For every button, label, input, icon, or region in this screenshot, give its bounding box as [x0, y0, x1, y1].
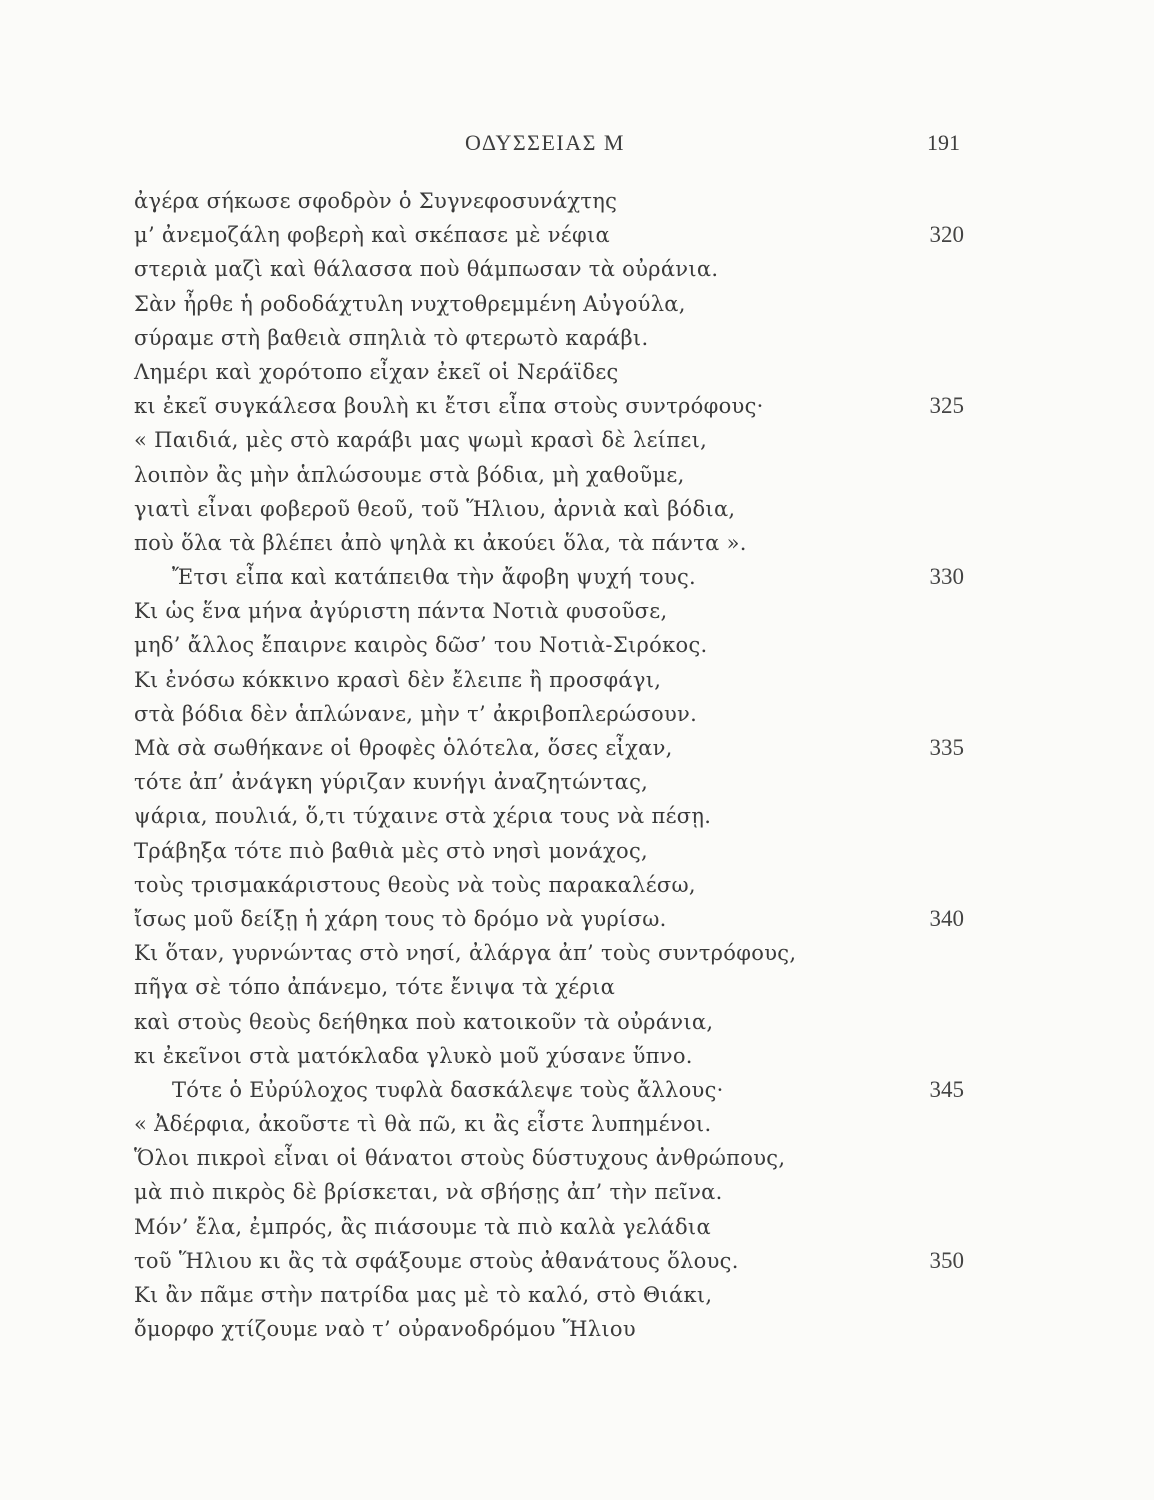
verse-line [134, 1210, 964, 1244]
verse-text: ἀγέρα σήκωσε σφοδρὸν ὁ Συγνεφοσυνάχτης [134, 189, 618, 213]
verse-text: στεριὰ μαζὶ καὶ θάλασσα ποὺ θάμπωσαν τὰ οὐράνια. [134, 257, 719, 282]
verse-text: τοὺς τρισμακάριστους θεοὺς νὰ τοὺς παρακαλέσω, [134, 872, 696, 897]
verse-line [134, 423, 964, 457]
verse-line [134, 1073, 964, 1107]
verse-line [134, 1312, 964, 1346]
verse-line [134, 868, 964, 902]
line-number: 345 [929, 1076, 964, 1102]
verse-line [134, 902, 964, 936]
verse-text: ὄμορφο χτίζουμε ναὸ τ’ οὐρανοδρόμου Ἥλιου [134, 1317, 636, 1342]
verse-line [134, 184, 964, 218]
verse-line [134, 1278, 964, 1312]
verse-text: κι ἐκεῖνοι στὰ ματόκλαδα γλυκὸ μοῦ χύσανε ὕπνο. [134, 1043, 693, 1068]
verse-text: πῆγα σὲ τόπο ἀπάνεμο, τότε ἔνιψα τὰ χέρια [134, 975, 616, 1000]
verse-text: τότε ἀπ’ ἀνάγκη γύριζαν κυνήγι ἀναζητώντας, [134, 770, 649, 795]
verse-text: Μόν’ ἔλα, ἐμπρός, ἂς πιάσουμε τὰ πιὸ καλὰ γελάδια [134, 1214, 711, 1239]
verse-text: στὰ βόδια δὲν ἁπλώνανε, μὴν τ’ ἀκριβοπλερώσουν. [134, 701, 698, 726]
verse-block [134, 184, 964, 1346]
verse-line [134, 252, 964, 286]
verse-line [134, 218, 964, 252]
verse-text: Κι ἐνόσω κόκκινο κρασὶ δὲν ἔλειπε ἢ προσφάγι, [134, 667, 662, 692]
verse-text: καὶ στοὺς θεοὺς δεήθηκα ποὺ κατοικοῦν τὰ οὐράνια, [134, 1009, 714, 1034]
verse-line [134, 1005, 964, 1039]
verse-line [134, 321, 964, 355]
verse-text: Ἔτσι εἶπα καὶ κατάπειθα τὴν ἄφοβη ψυχή τους. [172, 565, 696, 590]
verse-line [134, 560, 964, 594]
verse-line [134, 1244, 964, 1278]
verse-line [134, 526, 964, 560]
verse-text: μηδ’ ἄλλος ἔπαιρνε καιρὸς δῶσ’ του Νοτιὰ-Σιρόκος. [134, 633, 708, 658]
verse-text: μ’ ἀνεμοζάλη φοβερὴ καὶ σκέπασε μὲ νέφια [134, 223, 610, 248]
line-number: 330 [929, 564, 964, 590]
verse-line [134, 1039, 964, 1073]
verse-text: σύραμε στὴ βαθειὰ σπηλιὰ τὸ φτερωτὸ καράβι. [134, 325, 649, 350]
verse-line [134, 731, 964, 765]
verse-text: μὰ πιὸ πικρὸς δὲ βρίσκεται, νὰ σβήσῃς ἀπ’ τὴν πεῖνα. [134, 1180, 723, 1205]
verse-text: ψάρια, πουλιά, ὅ,τι τύχαινε στὰ χέρια τους νὰ πέσῃ. [134, 804, 712, 829]
verse-line [134, 287, 964, 321]
verse-line [134, 697, 964, 731]
verse-text: ἴσως μοῦ δείξῃ ἡ χάρη τους τὸ δρόμο νὰ γυρίσω. [134, 906, 667, 931]
verse-line [134, 663, 964, 697]
verse-line [134, 1107, 964, 1141]
verse-text: Ὅλοι πικροὶ εἶναι οἱ θάνατοι στοὺς δύστυχους ἀνθρώπους, [134, 1146, 786, 1171]
verse-text: Κι ὅταν, γυρνώντας στὸ νησί, ἀλάργα ἀπ’ τοὺς συντρόφους, [134, 941, 797, 966]
line-number: 320 [929, 222, 964, 248]
verse-line [134, 936, 964, 970]
verse-line [134, 1141, 964, 1175]
line-number: 350 [929, 1247, 964, 1273]
verse-text: Κι ὡς ἕνα μήνα ἀγύριστη πάντα Νοτιὰ φυσοῦσε, [134, 599, 668, 624]
verse-text: Τράβηξα τότε πιὸ βαθιὰ μὲς στὸ νησὶ μονάχος, [134, 838, 648, 863]
page-number: 191 [927, 130, 960, 155]
verse-line [134, 799, 964, 833]
verse-line [134, 1175, 964, 1209]
running-head [0, 130, 1154, 160]
verse-text: « Ἀδέρφια, ἀκοῦστε τὶ θὰ πῶ, κι ἂς εἶστε λυπημένοι. [134, 1112, 712, 1137]
book-title: ΟΔΥΣΣΕΙΑΣ Μ [465, 130, 625, 155]
verse-text: Κι ἂν πᾶμε στὴν πατρίδα μας μὲ τὸ καλό, στὸ Θιάκι, [134, 1283, 713, 1307]
verse-text: Λημέρι καὶ χορότοπο εἶχαν ἐκεῖ οἱ Νεράϊδες [134, 359, 619, 384]
verse-line [134, 970, 964, 1004]
line-number: 340 [929, 905, 964, 931]
verse-line [134, 355, 964, 389]
line-number: 335 [929, 735, 964, 760]
verse-line [134, 458, 964, 492]
line-number: 325 [929, 393, 964, 419]
verse-text: γιατὶ εἶναι φοβεροῦ θεοῦ, τοῦ Ἥλιου, ἀρνιὰ καὶ βόδια, [134, 496, 736, 521]
verse-text: « Παιδιά, μὲς στὸ καράβι μας ψωμὶ κρασὶ δὲ λείπει, [134, 428, 708, 453]
verse-text: τοῦ Ἥλιου κι ἂς τὰ σφάξουμε στοὺς ἀθανάτους ὅλους. [134, 1248, 739, 1273]
verse-line [134, 389, 964, 423]
verse-text: λοιπὸν ἂς μὴν ἁπλώσουμε στὰ βόδια, μὴ χαθοῦμε, [134, 462, 685, 487]
verse-text: ποὺ ὅλα τὰ βλέπει ἀπὸ ψηλὰ κι ἀκούει ὅλα, τὰ πάντα ». [134, 530, 747, 555]
verse-line [134, 492, 964, 526]
verse-text: κι ἐκεῖ συγκάλεσα βουλὴ κι ἔτσι εἶπα στοὺς συντρόφους· [134, 394, 764, 419]
verse-text: Μὰ σὰ σωθήκανε οἱ θροφὲς ὁλότελα, ὅσες εἶχαν, [134, 736, 673, 760]
verse-text: Τότε ὁ Εὐρύλοχος τυφλὰ δασκάλεψε τοὺς ἄλλους· [172, 1077, 724, 1102]
verse-line [134, 594, 964, 628]
verse-line [134, 834, 964, 868]
verse-line [134, 628, 964, 662]
verse-line [134, 765, 964, 799]
verse-text: Σὰν ἦρθε ἡ ροδοδάχτυλη νυχτοθρεμμένη Αὐγούλα, [134, 291, 686, 316]
